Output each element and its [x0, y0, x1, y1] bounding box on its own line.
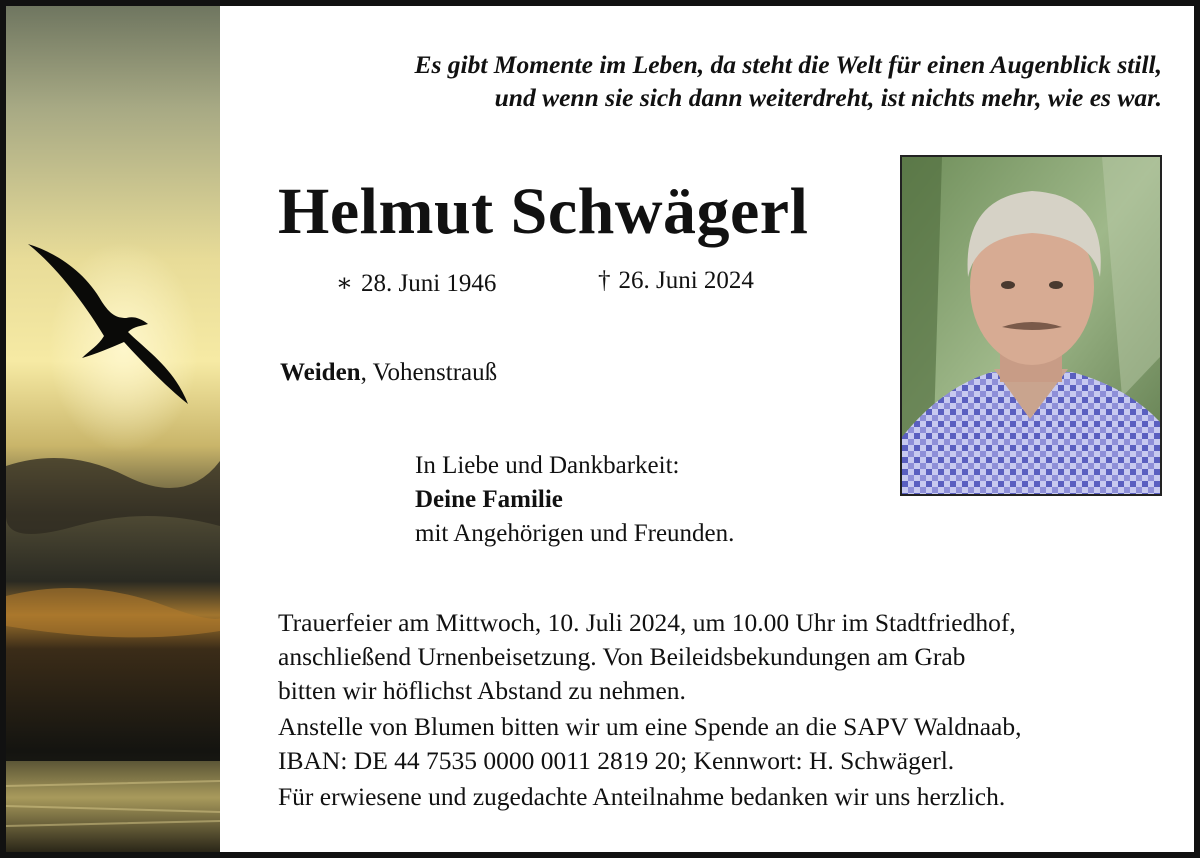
thanks-text — [278, 780, 1168, 814]
portrait-photo — [900, 155, 1162, 496]
place-primary: Weiden — [280, 359, 361, 386]
birth-star-icon: ∗ — [336, 270, 353, 297]
birth-date-line — [336, 268, 496, 300]
funeral-line-3: bitten wir höflichst Abstand zu nehmen. — [278, 676, 686, 705]
thanks-line: Für erwiesene und zugedachte Anteilnahme bedanken wir uns herzlich. — [278, 782, 1006, 811]
funeral-details — [278, 606, 1168, 708]
family-intro: In Liebe und Dankbarkeit: — [415, 452, 680, 479]
dagger-icon: † — [598, 267, 611, 294]
family-signature-block — [415, 449, 734, 551]
service-information — [278, 606, 1168, 816]
donation-line-1: Anstelle von Blumen bitten wir um eine Spende an die SAPV Waldnaab, — [278, 712, 1022, 741]
funeral-line-1: Trauerfeier am Mittwoch, 10. Juli 2024, um 10.00 Uhr im Stadtfriedhof, — [278, 608, 1016, 637]
funeral-line-2: anschließend Urnenbeisetzung. Von Beileidsbekundungen am Grab — [278, 642, 966, 671]
opening-quote — [240, 48, 1162, 114]
places — [280, 357, 497, 389]
sunset-seagull-image — [6, 6, 220, 852]
quote-line-2: und wenn sie sich dann weiterdreht, ist nichts mehr, wie es war. — [494, 83, 1162, 112]
family-signature: Deine Familie — [415, 486, 563, 513]
donation-details — [278, 710, 1168, 778]
death-date-line — [598, 265, 754, 297]
birth-date: 28. Juni 1946 — [361, 270, 497, 297]
place-secondary: , Vohenstrauß — [360, 359, 498, 386]
donation-line-2: IBAN: DE 44 7535 0000 0011 2819 20; Kennwort: H. Schwägerl. — [278, 746, 955, 775]
death-date: 26. Juni 2024 — [618, 267, 754, 294]
family-addition: mit Angehörigen und Freunden. — [415, 520, 735, 547]
deceased-name: Helmut Schwägerl — [278, 175, 809, 248]
quote-line-1: Es gibt Momente im Leben, da steht die Welt für einen Augenblick still, — [414, 50, 1162, 79]
